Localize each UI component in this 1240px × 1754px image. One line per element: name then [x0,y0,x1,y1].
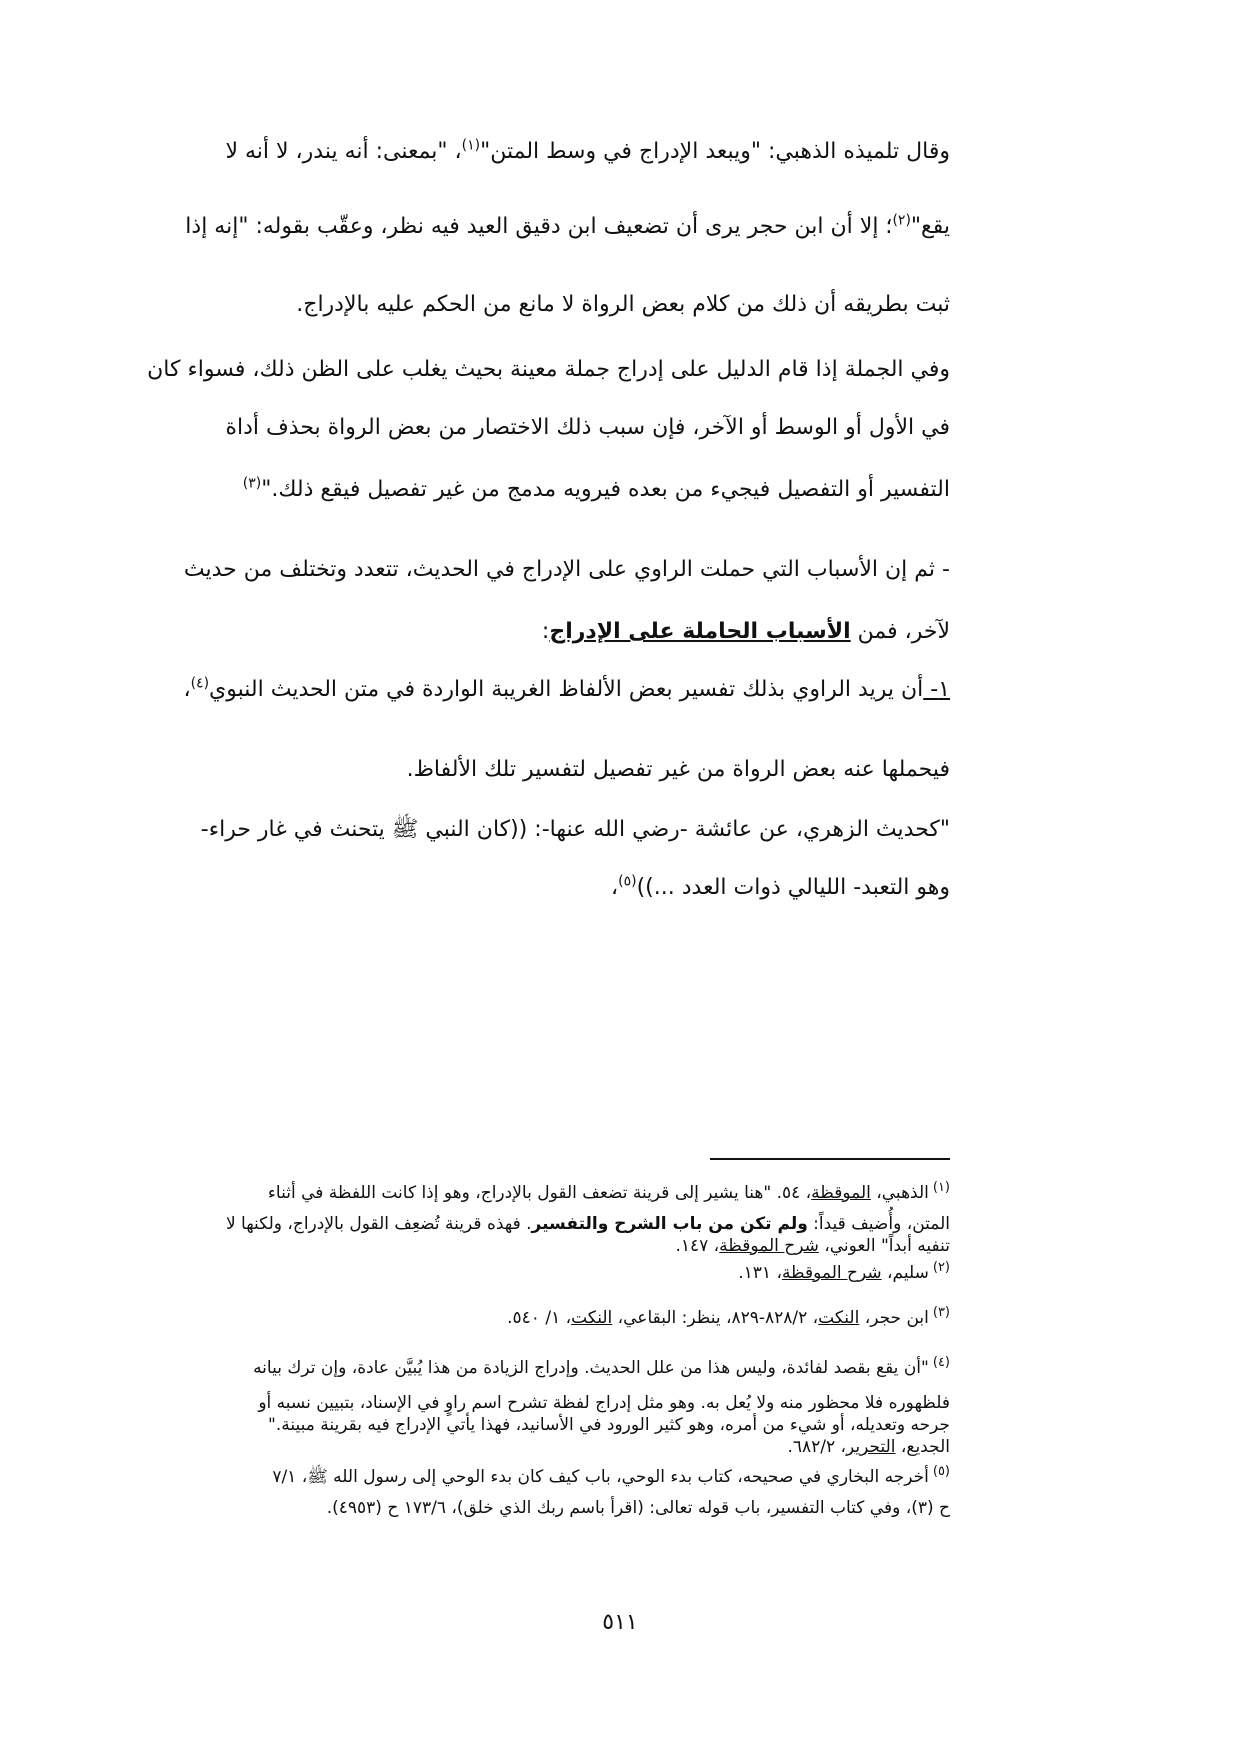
body-line: في الأول أو الوسط أو الآخر، فإن سبب ذلك الاختصار من بعض الرواة بحذف أداة [225,415,950,440]
body-text-segment: وهو التعبد- الليالي ذوات العدد ...)) [636,875,950,900]
body-text-segment: ، "بمعنى: أنه يندر، لا أنه لا [225,139,462,164]
footnote-text: ، ١٣١. [738,1263,782,1283]
footnote-line [150,1466,950,1488]
footnote-line [150,1262,950,1284]
page-number: ٥١١ [602,1610,638,1635]
footnote-reference[interactable]: (١) [461,137,481,154]
footnote-reference[interactable]: (٥) [618,873,637,890]
footnote-number: (٢) [932,1260,950,1276]
body-line [150,212,950,242]
footnote-text: ، ٦٨٢/٢. [787,1437,847,1457]
body-text-segment: ، [183,677,191,702]
body-line [150,475,950,505]
footnote-line [150,1182,950,1204]
footnote-line: جرحه وتعديله، أو شيء من أمره، وهو كثير الورود في الأسانيد، فهذا يأتي الإدراج فيه بقرينة مبينة." [268,1415,950,1435]
body-text-segment: يقع" [910,214,950,239]
footnote-text: "أن يقع بقصد لفائدة، وليس هذا من علل الحديث. وإدراج الزيادة من هذا يُبيَّن عادة، وإن ترك بيانه [253,1358,929,1378]
body-line [150,617,950,647]
citation-title: شرح الموقظة [719,1236,819,1256]
citation-title: النكت [818,1308,860,1328]
footnote-text: ، ٥٤. "هنا يشير إلى قرينة تضعف القول بالإدراج، وهو إذا كانت اللفظة في أثناء [267,1183,812,1203]
footnote-text: أخرجه البخاري في صحيحه، كتاب بدء الوحي، باب كيف كان بدء الوحي إلى رسول الله ﷺ، ٧/١ [272,1467,929,1487]
footnote-reference[interactable]: (٤) [190,675,210,692]
footnote-text: تنفيه أبداً" العوني، [818,1236,950,1256]
footnote-line [150,1357,950,1379]
body-line: - ثم إن الأسباب التي حملت الراوي على الإدراج في الحديث، تتعدد وتختلف من حديث [183,557,950,582]
citation-title: النكت [571,1308,613,1328]
footnote-reference[interactable]: (٢) [892,212,911,229]
footnote-text: سليم، [881,1263,929,1283]
footnote-line [150,1213,950,1235]
footnote-reference[interactable]: (٣) [242,475,262,492]
body-text-segment: التفسير أو التفصيل فيجيء من بعده فيرويه مدمج من غير تفصيل فيقع ذلك." [261,477,950,502]
footnote-text: ابن حجر، [859,1308,929,1328]
footnote-separator [710,1158,950,1160]
footnote-text: . فهذه قرينة تُضعِف القول بالإدراج، ولكنها لا [225,1214,532,1234]
footnote-line: ح (٣)، وفي كتاب التفسير، باب قوله تعالى: (اقرأ باسم ربك الذي خلق)، ١٧٣/٦ ح (٤٩٥٣). [326,1498,950,1518]
footnote-line [150,1235,950,1257]
body-text-segment: : [541,619,550,644]
citation-title: التحرير [846,1437,896,1457]
body-text-segment: وقال تلميذه الذهبي: "ويبعد الإدراج في وسط المتن" [480,139,950,164]
footnote-bold-text: ولم تكن من باب الشرح والتفسير [531,1214,808,1234]
body-line: وفي الجملة إذا قام الدليل على إدراج جملة معينة بحيث يغلب على الظن ذلك، فسواء كان [147,357,950,382]
body-text-segment: لآخر، فمن [850,619,950,644]
citation-title: الموقظة [811,1183,871,1203]
body-line [150,675,950,705]
footnote-number: (٥) [932,1464,950,1480]
footnote-text: الذهبي، [870,1183,929,1203]
footnote-number: (٣) [932,1305,950,1321]
footnote-text: الجديع، [895,1437,950,1457]
footnote-number: (٤) [932,1355,950,1371]
citation-title: شرح الموقظة [781,1263,882,1283]
footnote-number: (١) [932,1180,950,1196]
footnote-line [150,1307,950,1329]
body-line: "كحديث الزهري، عن عائشة -رضي الله عنها-: ((كان النبي ﷺ يتحنث في غار حراء- [200,817,950,842]
footnote-text: ، ١/ ٥٤٠. [507,1308,572,1328]
footnote-line [150,1436,950,1458]
body-line: ثبت بطريقه أن ذلك من كلام بعض الرواة لا مانع من الحكم عليه بالإدراج. [296,292,950,317]
body-text-segment: ، [611,875,619,900]
body-line [150,137,950,167]
footnote-text: المتن، وأُضيف قيداً: [807,1214,950,1234]
footnote-text: ، ٨٢٨/٢-٨٢٩، ينظر: البقاعي، [612,1308,819,1328]
footnote-line: فلظهوره فلا محظور منه ولا يُعل به. وهو مثل إدراج لفظة تشرح اسم راوٍ في الإسناد، بتبيين نسبه أو [258,1393,950,1413]
body-line: فيحملها عنه بعض الرواة من غير تفصيل لتفسير تلك الألفاظ. [406,757,950,782]
section-heading-phrase: الأسباب الحاملة على الإدراج [549,619,851,644]
body-line [150,873,950,903]
body-text-segment: أن يريد الراوي بذلك تفسير بعض الألفاظ الغريبة الواردة في متن الحديث النبوي [209,677,924,702]
list-number: ١- [923,677,950,702]
footnote-text: ، ١٤٧. [675,1236,720,1256]
body-text-segment: ؛ إلا أن ابن حجر يرى أن تضعيف ابن دقيق العيد فيه نظر، وعقّب بقوله: "إنه إذا [185,214,893,239]
